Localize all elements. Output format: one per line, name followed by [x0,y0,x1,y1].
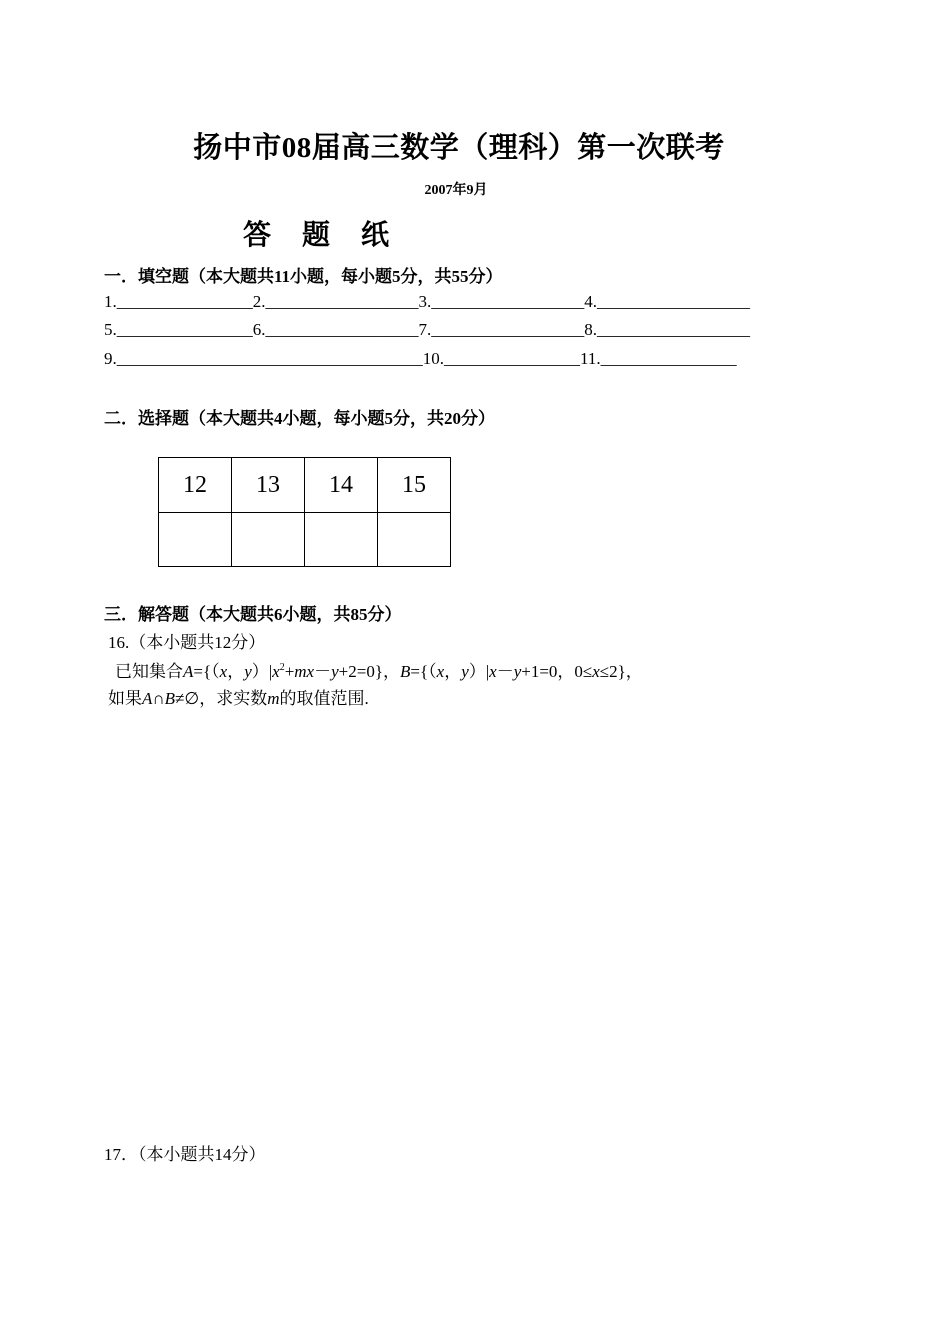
var-x: x [272,662,280,681]
section-2-heading: 二．选择题（本大题共4小题，每小题5分，共20分） [104,409,495,428]
question-number-cell: 13 [232,458,305,513]
text-fragment: ∩ [152,689,165,708]
set-b-symbol: B [164,689,176,708]
question-number-row [159,458,451,513]
text-fragment: ={（ [410,662,437,681]
text-fragment: ）| [468,662,490,681]
var-x: x [489,662,497,681]
text-fragment: ≤2}， [599,662,643,681]
answer-cell[interactable] [378,513,451,567]
var-y: y [331,662,339,681]
var-y: y [513,662,522,681]
question-number-cell: 12 [159,458,232,513]
answer-cell[interactable] [232,513,305,567]
text-fragment: 的取值范围. [279,689,369,708]
text-fragment: ={（ [193,662,220,681]
choice-answer-table [158,457,451,567]
section-1-heading: 一．填空题（本大题共11小题，每小题5分，共55分） [104,267,503,286]
text-fragment: + [284,662,295,681]
var-y: y [461,662,469,681]
question-number-cell: 14 [305,458,378,513]
fill-blank-row-1: 1.________________2.__________________3.__________________4.__________________ [104,292,750,311]
set-a-symbol: A [183,662,194,681]
q16-statement-line-2 [108,684,369,709]
text-fragment: ， [227,662,245,681]
var-x: x [219,662,228,681]
answer-row [159,513,451,567]
section-3-heading: 三．解答题（本大题共6小题，共85分） [104,605,402,624]
exam-date: 2007年9月 [424,183,488,198]
text-fragment: +1=0，0≤ [521,662,593,681]
text-fragment: ）| [251,662,273,681]
set-a-symbol: A [142,689,153,708]
answer-cell[interactable] [159,513,232,567]
var-mx: mx [294,662,315,681]
text-fragment: ， [444,662,462,681]
fill-blank-row-3: 9.____________________________________10.________________11.________________ [104,349,737,368]
var-y: y [244,662,252,681]
exponent: 2 [279,662,285,673]
answer-cell[interactable] [305,513,378,567]
text-fragment: ≠∅，求实数 [175,689,268,708]
text-fragment: － [496,662,514,681]
set-b-symbol: B [400,662,411,681]
answer-sheet-label: 答 题 纸 [243,220,402,251]
question-number-cell: 15 [378,458,451,513]
var-x: x [436,662,445,681]
var-m: m [267,689,280,708]
var-x: x [592,662,600,681]
exam-title: 扬中市08届高三数学（理科）第一次联考 [193,132,725,164]
text-fragment: － [314,662,332,681]
text-fragment: +2=0}， [338,662,400,681]
q17-label: 17．（本小题共14分） [104,1145,266,1164]
q16-label: 16.（本小题共12分） [108,633,266,652]
fill-blank-row-2: 5.________________6.__________________7.__________________8.__________________ [104,320,750,339]
text-fragment: 已知集合 [115,662,183,681]
q16-statement-line-1 [115,657,643,682]
text-fragment: 如果 [108,689,142,708]
